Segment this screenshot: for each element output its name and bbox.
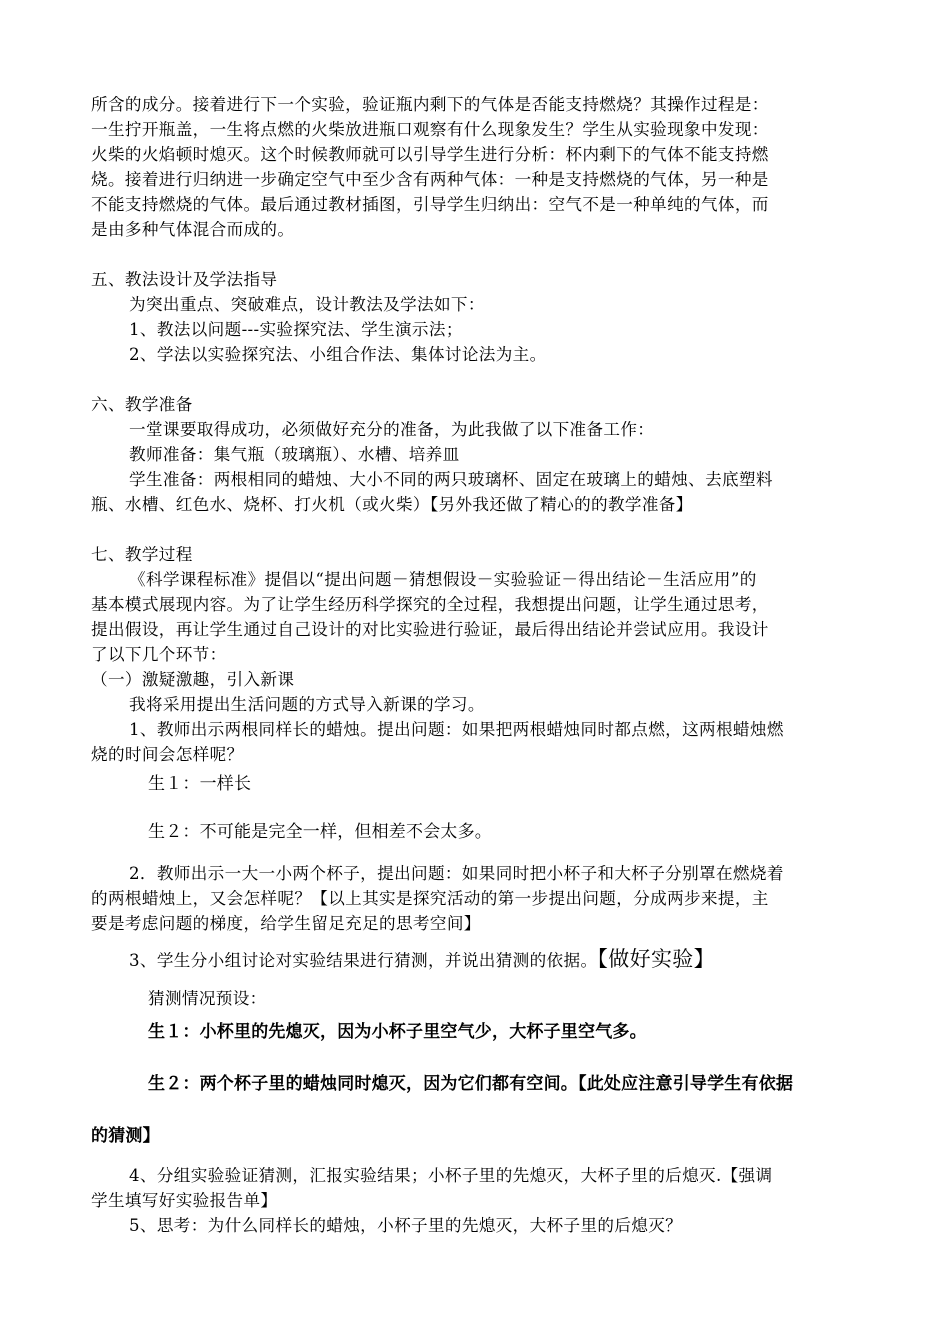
section-5-line: 2、学法以实验探究法、小组合作法、集体讨论法为主。 bbox=[129, 345, 547, 364]
student-answer-1: 生１：一样长 bbox=[148, 774, 252, 794]
item-3-note: 【做好实验】 bbox=[597, 947, 715, 971]
guess-2-note-cont: 的猜测】 bbox=[91, 1126, 160, 1146]
section-5-line: 为突出重点、突破难点，设计教法及学法如下： bbox=[129, 295, 485, 314]
section-5-heading: 五、教法设计及学法指导 bbox=[91, 270, 278, 289]
item-3-line bbox=[129, 947, 861, 973]
section-7-heading: 七、教学过程 bbox=[91, 545, 193, 564]
section-6-line: 瓶、水槽、红色水、烧杯、打火机（或火柴）【另外我还做了精心的的教学准备】 bbox=[91, 495, 693, 514]
section-7-intro-line: 了以下几个环节： bbox=[91, 645, 227, 664]
section-6-line: 学生准备：两根相同的蜡烛、大小不同的两只玻璃杯、固定在玻璃上的蜡烛、去底塑料 bbox=[129, 470, 773, 489]
guess-heading: 猜测情况预设： bbox=[148, 989, 267, 1008]
paragraph-line: 不能支持燃烧的气体。最后通过教材插图，引导学生归纳出：空气不是一种单纯的气体，而 bbox=[91, 195, 769, 214]
item-4-line: 4、分组实验验证猜测，汇报实验结果；小杯子里的先熄灭，大杯子里的后熄灭.【强调 bbox=[129, 1166, 773, 1185]
section-7-intro-line: 《科学课程标准》提倡以“提出问题－猜想假设－实验验证－得出结论－生活应用”的 bbox=[129, 570, 757, 589]
paragraph-line: 是由多种气体混合而成的。 bbox=[91, 220, 295, 239]
student-answer-2: 生２：不可能是完全一样，但相差不会太多。 bbox=[148, 822, 492, 842]
item-3-text: 3、学生分小组讨论对实验结果进行猜测，并说出猜测的依据。 bbox=[129, 951, 598, 970]
section-7-intro-line: 基本模式展现内容。为了让学生经历科学探究的全过程，我想提出问题，让学生通过思考， bbox=[91, 595, 769, 614]
guess-1: 生１：小杯里的先熄灭，因为小杯子里空气少，大杯子里空气多。 bbox=[148, 1022, 647, 1042]
paragraph-line: 所含的成分。接着进行下一个实验，验证瓶内剩下的气体是否能支持燃烧？其操作过程是： bbox=[91, 95, 769, 114]
subsection-line: 我将采用提出生活问题的方式导入新课的学习。 bbox=[129, 695, 485, 714]
item-2-line: 2．教师出示一大一小两个杯子，提出问题：如果同时把小杯子和大杯子分别罩在燃烧着 bbox=[129, 864, 784, 883]
item-2-line: 要是考虑问题的梯度，给学生留足充足的思考空间】 bbox=[91, 914, 481, 933]
section-6-heading: 六、教学准备 bbox=[91, 395, 193, 414]
item-1-line: 烧的时间会怎样呢？ bbox=[91, 745, 244, 764]
paragraph-line: 一生拧开瓶盖，一生将点燃的火柴放进瓶口观察有什么现象发生？学生从实验现象中发现： bbox=[91, 120, 769, 139]
paragraph-line: 烧。接着进行归纳进一步确定空气中至少含有两种气体：一种是支持燃烧的气体，另一种是 bbox=[91, 170, 769, 189]
section-6-line: 教师准备：集气瓶（玻璃瓶）、水槽、培养皿 bbox=[129, 445, 460, 464]
item-2-line: 的两根蜡烛上，又会怎样呢？【以上其实是探究活动的第一步提出问题，分成两步来提，主 bbox=[91, 889, 769, 908]
item-4-line: 学生填写好实验报告单】 bbox=[91, 1191, 278, 1210]
guess-2-text: 生２：两个杯子里的蜡烛同时熄灭，因为它们都有空间。 bbox=[148, 1074, 578, 1094]
item-1-line: 1、教师出示两根同样长的蜡烛。提出问题：如果把两根蜡烛同时都点燃，这两根蜡烛燃 bbox=[129, 720, 784, 739]
guess-2-note: 【此处应注意引导学生有依据 bbox=[578, 1074, 794, 1094]
paragraph-line: 火柴的火焰顿时熄灭。这个时候教师就可以引导学生进行分析：杯内剩下的气体不能支持燃 bbox=[91, 145, 769, 164]
guess-2-line bbox=[148, 1072, 918, 1096]
section-6-line: 一堂课要取得成功，必须做好充分的准备，为此我做了以下准备工作： bbox=[129, 420, 655, 439]
item-5-line: 5、思考：为什么同样长的蜡烛，小杯子里的先熄灭，大杯子里的后熄灭？ bbox=[129, 1216, 683, 1235]
section-7-intro-line: 提出假设，再让学生通过自己设计的对比实验进行验证，最后得出结论并尝试应用。我设计 bbox=[91, 620, 769, 639]
subsection-heading: （一）激疑激趣，引入新课 bbox=[91, 670, 295, 689]
section-5-line: 1、教法以问题---实验探究法、学生演示法； bbox=[129, 320, 463, 339]
